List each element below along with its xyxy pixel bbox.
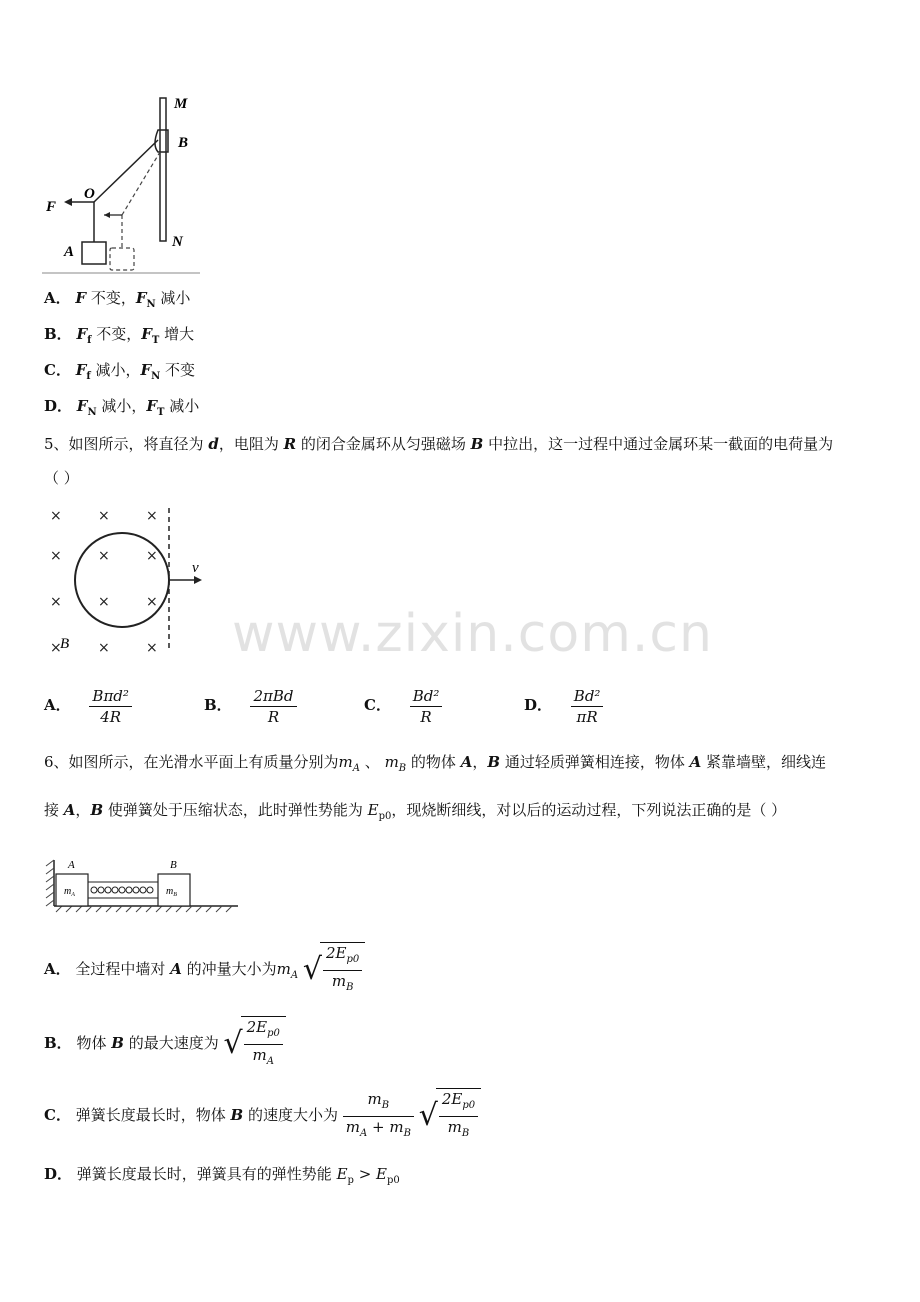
label-v: v xyxy=(192,560,199,576)
cross-mark: × xyxy=(50,508,62,524)
figure-q5-magnetic-ring xyxy=(44,500,214,660)
fraction: $\frac{m_B}{m_A + m_B}$ xyxy=(343,1089,414,1144)
label-N: N xyxy=(172,234,183,250)
q6-option-b: B． 物体 B 的最大速度为 √ $\frac{2E_{p0}}{m_A}$ xyxy=(44,1016,286,1068)
label-B: B xyxy=(170,859,177,871)
q4-option-b: B． $F_f$ 不变，$F_T$ 增大 xyxy=(44,325,195,346)
figure-q4-pulley xyxy=(40,90,210,280)
fraction: $\frac{\text{Bd²}}{\pi R}$ xyxy=(571,686,604,727)
label-A: A xyxy=(68,859,75,871)
cross-mark: × xyxy=(146,640,158,656)
figure-q6-spring-blocks xyxy=(42,852,242,914)
cross-mark: × xyxy=(146,508,158,524)
label-B: B xyxy=(178,135,189,151)
cross-mark: × xyxy=(50,594,62,610)
label-M: M xyxy=(174,96,188,112)
q6-option-c: C． 弹簧长度最长时，物体 B 的速度大小为 $\frac{m_B}{m_A + m_B}$ √ $\frac{2E_{p0}}{m_B}$ xyxy=(44,1088,481,1140)
q4-option-a: A． F 不变，$F_N$ 减小 xyxy=(44,289,191,310)
fraction: $\frac{\text{2πBd}}{R}$ xyxy=(250,686,296,727)
q5-stem-line2: （ ） xyxy=(44,469,79,487)
q6-option-d: D． 弹簧长度最长时，弹簧具有的弹性势能 $E_p > E_{p0}$ xyxy=(44,1165,400,1186)
q5-option-a: A． $\frac{\text{Bπd²}}{4R}$ xyxy=(44,682,132,728)
q4-option-c: C． $F_f$ 减小，$F_N$ 不变 xyxy=(44,361,196,382)
q5-option-d: D． $\frac{\text{Bd²}}{\pi R}$ xyxy=(524,682,603,728)
fraction: $\frac{\text{Bd²}}{R}$ xyxy=(410,686,443,727)
label-mA: $m_A$ xyxy=(64,886,75,898)
q6-stem-line1: 6、如图所示，在光滑水平面上有质量分别为$m_A$ 、 $m_B$ 的物体 A，B 通过轻质弹簧相连接，物体 A 紧靠墙壁，细线连 xyxy=(44,753,827,774)
cross-mark: × xyxy=(146,548,158,564)
cross-mark: × xyxy=(50,640,62,656)
q6-option-a: A． 全过程中墙对 A 的冲量大小为$m_A$ √ $\frac{2E_{p0}}{m_B}$ xyxy=(44,942,365,994)
watermark: www.zixin.com.cn xyxy=(232,604,713,664)
q4-option-d: D． $F_N$ 减小，$F_T$ 减小 xyxy=(44,397,200,418)
q6-stem-line2: 接 A，B 使弹簧处于压缩状态，此时弹性势能为 $E_{p0}$，现烧断细线，对以后的运动过程，下列说法正确的是（ ） xyxy=(44,801,787,822)
cross-mark: × xyxy=(98,594,110,610)
fraction: $\frac{\text{Bπd²}}{4R}$ xyxy=(89,686,132,727)
sqrt-expression: √ $\frac{2E_{p0}}{m_B}$ xyxy=(419,1088,481,1144)
label-A: A xyxy=(64,244,75,260)
sqrt-expression: √ $\frac{2E_{p0}}{m_B}$ xyxy=(303,942,365,998)
label-mB: $m_B$ xyxy=(166,886,177,898)
sqrt-expression: √ $\frac{2E_{p0}}{m_A}$ xyxy=(224,1016,286,1072)
cross-mark: × xyxy=(50,548,62,564)
q5-option-b: B． $\frac{\text{2πBd}}{R}$ xyxy=(204,682,297,728)
q5-stem-line1: 5、如图所示，将直径为 d，电阻为 R 的闭合金属环从匀强磁场 B 中拉出，这一过程中通过金属环某一截面的电荷量为 xyxy=(44,435,834,453)
q5-option-c: C． $\frac{\text{Bd²}}{R}$ xyxy=(364,682,442,728)
label-F: F xyxy=(46,199,57,215)
label-O: O xyxy=(84,186,95,202)
cross-mark: × xyxy=(98,508,110,524)
cross-mark: × xyxy=(98,640,110,656)
cross-mark: × xyxy=(98,548,110,564)
label-B: B xyxy=(60,636,70,652)
cross-mark: × xyxy=(146,594,158,610)
